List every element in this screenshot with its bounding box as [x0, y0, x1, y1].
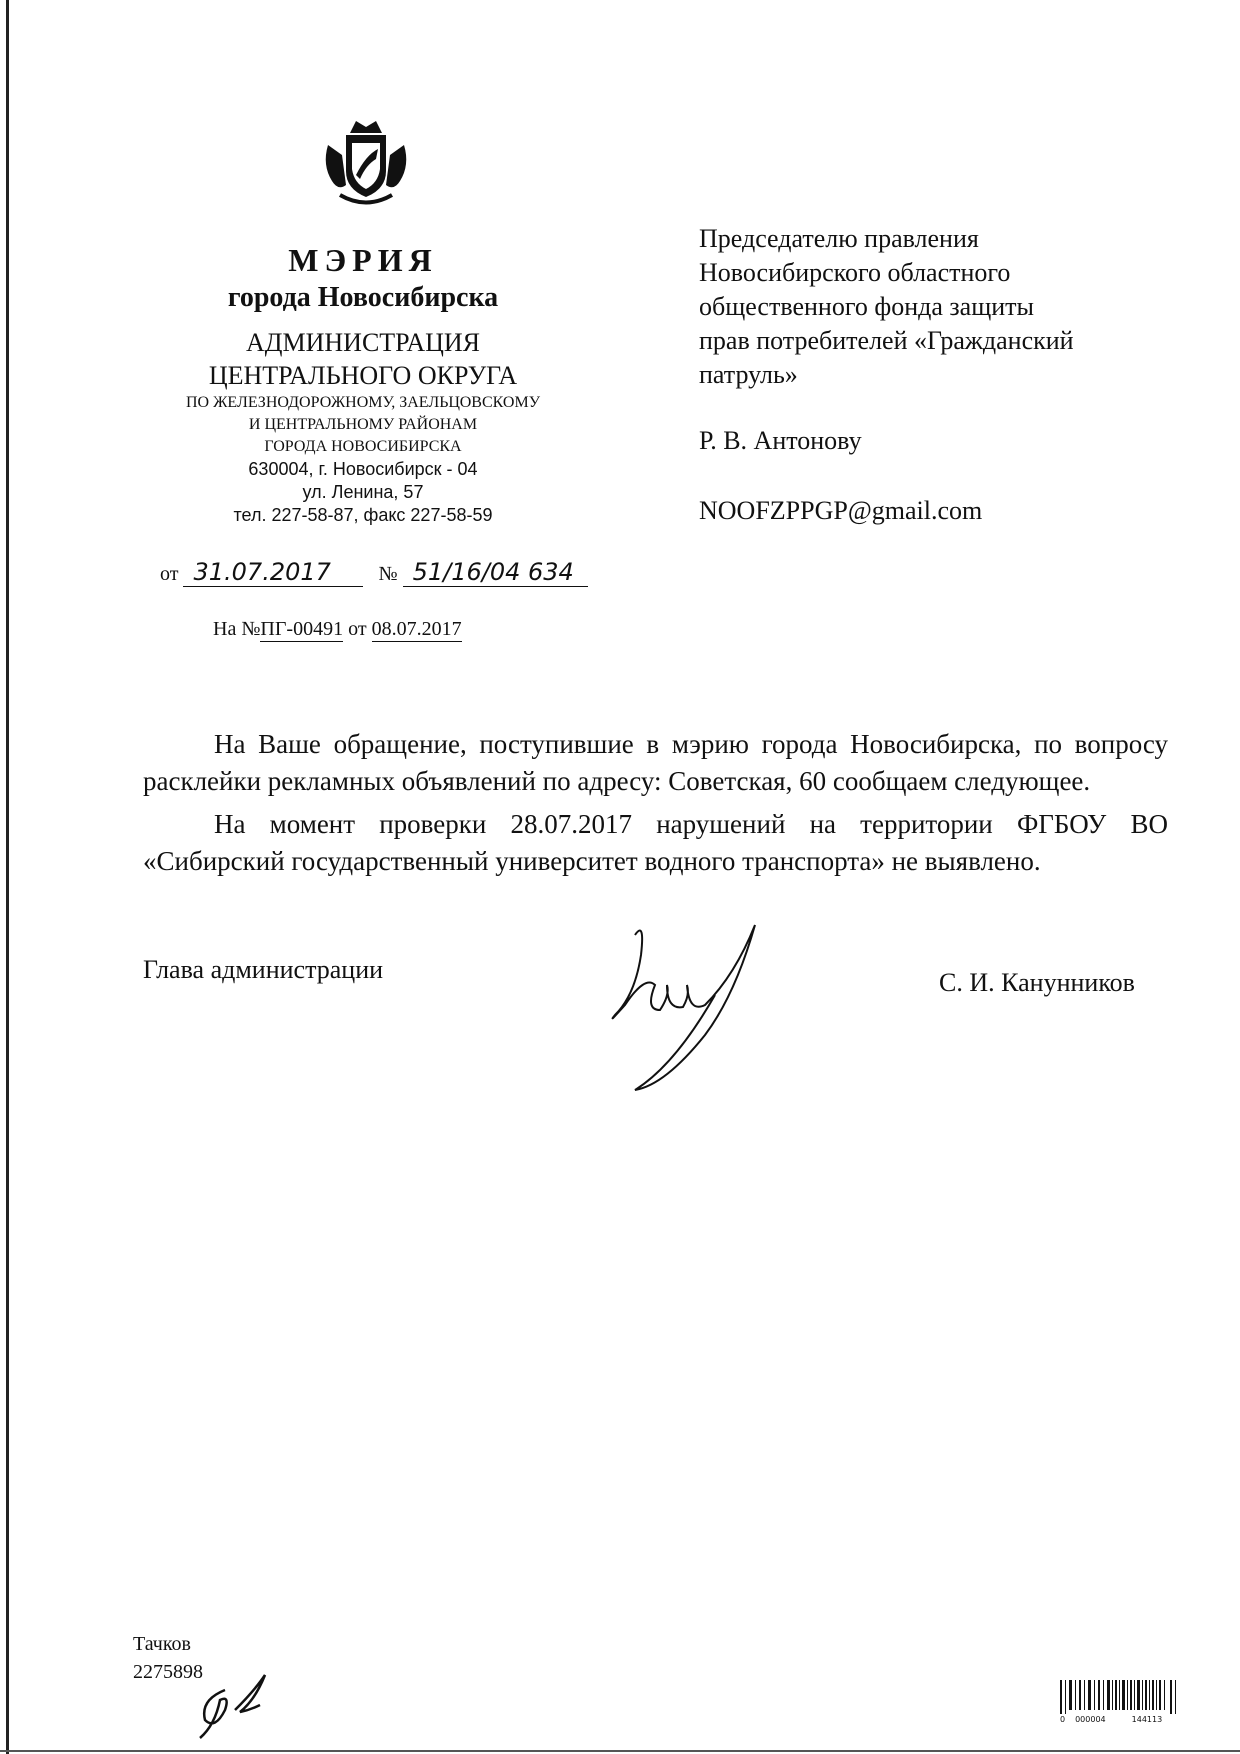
- reply-label: На: [213, 618, 237, 640]
- executor-initials-signature: [195, 1670, 275, 1740]
- addressee-line: общественного фонда защиты: [699, 292, 1034, 321]
- address-line: 630004, г. Новосибирск - 04: [248, 459, 478, 479]
- addressee-email: NOOFZPPGP@gmail.com: [699, 496, 983, 525]
- dept-title: АДМИНИСТРАЦИЯ: [246, 328, 480, 357]
- barcode-digit: 000004: [1075, 1715, 1106, 1724]
- reply-from-label: от: [348, 618, 367, 640]
- barcode-digit: 0: [1060, 1715, 1066, 1724]
- body-paragraph: На момент проверки 28.07.2017 нарушений на территории ФГБОУ ВО «Сибирский государственный университет водного транспорта» не выявлено.: [143, 809, 1168, 876]
- barcode-bars: [1060, 1680, 1180, 1714]
- org-city: города Новосибирска: [227, 282, 499, 313]
- reply-number: ПГ-00491: [260, 618, 344, 640]
- number-label: №: [378, 563, 398, 585]
- sender-header: [143, 240, 583, 527]
- dept-line: И ЦЕНТРАЛЬНОМУ РАЙОНАМ: [248, 416, 478, 433]
- addressee-line: Новосибирского областного: [699, 258, 1011, 287]
- org-title: МЭРИЯ: [288, 242, 438, 278]
- coat-of-arms-emblem: [320, 115, 412, 210]
- phone-fax-line: тел. 227-58-87, факс 227-58-59: [233, 505, 493, 525]
- outgoing-ref: [160, 558, 588, 587]
- from-label: от: [160, 563, 179, 585]
- addressee-block: [699, 222, 1074, 528]
- executor-block: [133, 1630, 203, 1686]
- executor-name: Тачков: [133, 1633, 191, 1655]
- reply-number-label: №: [241, 618, 261, 640]
- signer-name: С. И. Канунников: [939, 968, 1135, 997]
- outgoing-date: 31.07.2017: [183, 558, 363, 587]
- executor-phone: 2275898: [133, 1661, 203, 1683]
- barcode-digit: 144113: [1131, 1715, 1163, 1724]
- reply-date: 08.07.2017: [371, 618, 462, 640]
- scan-edge-left: [6, 0, 9, 1754]
- addressee-name: Р. В. Антонову: [699, 426, 862, 455]
- dept-title-2: ЦЕНТРАЛЬНОГО ОКРУГА: [208, 361, 518, 390]
- scan-edge-bottom: [0, 1750, 1240, 1752]
- dept-line: ПО ЖЕЛЕЗНОДОРОЖНОМУ, ЗАЕЛЬЦОВСКОМУ: [185, 394, 541, 411]
- reply-ref: [213, 618, 462, 642]
- address-line: ул. Ленина, 57: [302, 482, 424, 502]
- addressee-line: прав потребителей «Гражданский: [699, 326, 1074, 355]
- addressee-line: Председателю правления: [699, 224, 979, 253]
- signer-position: Глава администрации: [143, 955, 384, 984]
- letter-body: [143, 726, 1168, 880]
- barcode-digits: [1060, 1715, 1180, 1724]
- outgoing-number: 51/16/04 634: [403, 558, 588, 587]
- barcode: [1060, 1680, 1180, 1724]
- dept-line: ГОРОДА НОВОСИБИРСКА: [264, 438, 462, 455]
- addressee-line: патруль»: [699, 360, 798, 389]
- body-paragraph: На Ваше обращение, поступившие в мэрию города Новосибирска, по вопросу расклейки рекламных объявлений по адресу: Советская, 60 сообщаем следующее.: [143, 729, 1168, 796]
- handwritten-signature: [605, 915, 775, 1095]
